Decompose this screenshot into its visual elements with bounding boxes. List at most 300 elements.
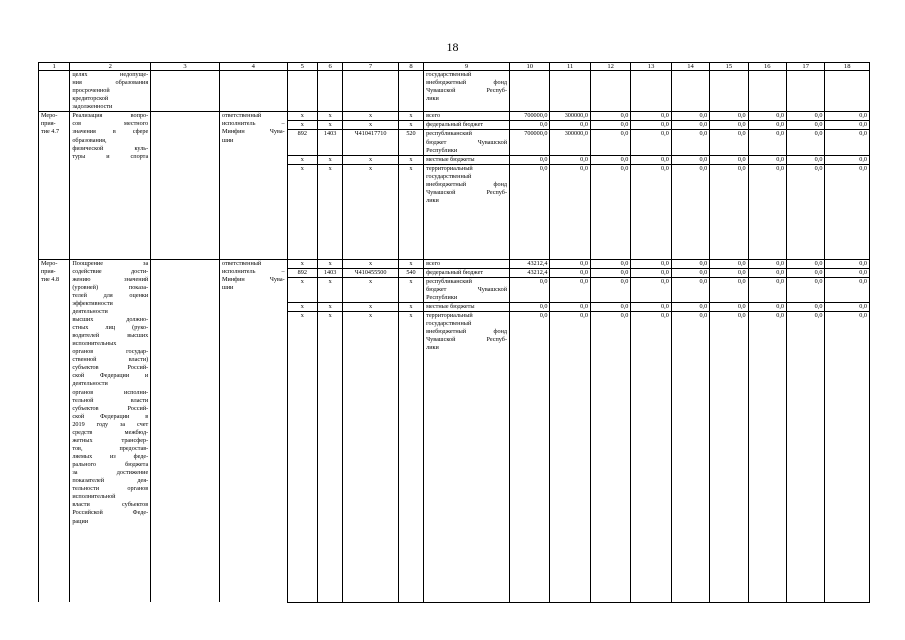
empty-cell: [631, 71, 671, 112]
empty-cell: [550, 352, 590, 602]
measure-name-line: целях недопуще-: [72, 71, 149, 78]
budget-code: x: [317, 311, 342, 352]
budget-code: x: [398, 155, 423, 164]
amount-cell: 0,0: [590, 112, 630, 121]
column-header: 7: [343, 63, 399, 71]
measure-label: [39, 259, 70, 602]
measure-label-line: Меро-: [41, 112, 58, 120]
amount-cell: 0,0: [631, 259, 671, 268]
measure-name-line: туры и спорта: [72, 152, 149, 160]
amount-cell: 0,0: [671, 302, 709, 311]
budget-code: x: [317, 155, 342, 164]
amount-cell: 0,0: [748, 130, 786, 155]
column-header: 8: [398, 63, 423, 71]
amount-cell: 0,0: [590, 259, 630, 268]
empty-cell: [710, 352, 748, 602]
amount-cell: 0,0: [510, 164, 550, 205]
budget-code: x: [343, 164, 399, 205]
budget-code: 892: [287, 130, 317, 155]
amount-cell: 0,0: [671, 259, 709, 268]
funding-source: [424, 302, 510, 311]
empty-cell: [287, 71, 317, 112]
column-header: 4: [219, 63, 287, 71]
executor-line: исполнитель –: [221, 267, 285, 275]
measure-name-line: ской Федерации и: [72, 372, 149, 380]
empty-cell: [398, 352, 423, 602]
amount-cell: 700000,0: [510, 112, 550, 121]
empty-cell: [510, 352, 550, 602]
empty-cell: [287, 205, 317, 259]
funding-source-line: республиканский: [426, 277, 472, 285]
budget-code: x: [317, 302, 342, 311]
budget-code: x: [287, 155, 317, 164]
empty-cell: [710, 205, 748, 259]
amount-cell: 0,0: [710, 311, 748, 352]
funding-source-line: лики: [426, 344, 439, 352]
funding-source-line: внебюджетный фонд: [426, 180, 508, 188]
executor-line: исполнитель –: [221, 120, 285, 128]
funding-source-line: федеральный бюджет: [426, 268, 484, 276]
budget-code: x: [343, 302, 399, 311]
budget-code: x: [398, 112, 423, 121]
funding-source-line: Республики: [426, 293, 458, 301]
measure-name-line: субъектов Россий-: [72, 364, 149, 372]
amount-cell: 0,0: [710, 155, 748, 164]
funding-source: [424, 155, 510, 164]
amount-cell: 0,0: [710, 130, 748, 155]
funding-source-line: внебюджетный фонд: [426, 79, 508, 87]
measure-name-line: водителей высших: [72, 332, 149, 340]
amount-cell: 0,0: [787, 155, 825, 164]
amount-cell: 0,0: [550, 259, 590, 268]
amount-cell: 0,0: [710, 112, 748, 121]
budget-code: 1403: [317, 130, 342, 155]
budget-code: x: [398, 302, 423, 311]
amount-cell: 0,0: [748, 155, 786, 164]
amount-cell: 0,0: [631, 277, 671, 302]
amount-cell: 0,0: [748, 164, 786, 205]
funding-source-line: лики: [426, 95, 439, 103]
measure-name-line: жению значений: [72, 275, 149, 283]
budget-code: x: [398, 277, 423, 302]
amount-cell: 0,0: [671, 155, 709, 164]
column-header: 15: [710, 63, 748, 71]
amount-cell: 0,0: [510, 277, 550, 302]
measure-name-line: стных лиц (руко-: [72, 324, 149, 331]
empty-cell: [424, 352, 510, 602]
empty-cell: [550, 71, 590, 112]
column-header: 9: [424, 63, 510, 71]
budget-code: x: [287, 259, 317, 268]
measure-name-line: (уровней) показа-: [72, 283, 149, 291]
funding-source: [424, 311, 510, 352]
executor-line: ответственный: [221, 259, 262, 267]
budget-code: x: [317, 259, 342, 268]
empty-cell: [748, 352, 786, 602]
amount-cell: 0,0: [671, 268, 709, 277]
measure-name-line: Реализация вопро-: [72, 112, 149, 120]
measure-name-line: органов государ-: [72, 348, 149, 356]
amount-cell: 0,0: [550, 164, 590, 205]
empty-cell: [343, 205, 399, 259]
empty-cell: [398, 205, 423, 259]
empty-cell: [151, 71, 220, 112]
budget-code: x: [398, 311, 423, 352]
column-header: 3: [151, 63, 220, 71]
amount-cell: 43212,4: [510, 268, 550, 277]
empty-cell: [219, 71, 287, 112]
measure-name-line: рации: [72, 517, 89, 525]
amount-cell: 0,0: [787, 259, 825, 268]
amount-cell: 0,0: [825, 268, 870, 277]
empty-cell: [424, 205, 510, 259]
budget-code: x: [287, 164, 317, 205]
empty-cell: [550, 205, 590, 259]
empty-cell: [317, 71, 342, 112]
measure-label: [39, 112, 70, 259]
amount-cell: 0,0: [748, 112, 786, 121]
budget-code: x: [343, 259, 399, 268]
column-header: 13: [631, 63, 671, 71]
measure-label-line: Меро-: [41, 259, 58, 267]
funding-source-line: территориальный: [426, 311, 473, 319]
funding-source-line: государственный: [426, 172, 472, 180]
amount-cell: 0,0: [825, 155, 870, 164]
measure-name-line: власти субъектов: [72, 501, 149, 509]
budget-code: x: [317, 277, 342, 302]
empty-cell: [631, 352, 671, 602]
empty-cell: [787, 352, 825, 602]
column-header: 6: [317, 63, 342, 71]
amount-cell: 0,0: [825, 311, 870, 352]
amount-cell: 0,0: [787, 268, 825, 277]
funding-source-line: государственный: [426, 71, 472, 78]
column-header: 16: [748, 63, 786, 71]
amount-cell: 0,0: [787, 130, 825, 155]
amount-cell: 0,0: [710, 277, 748, 302]
empty-cell: [151, 259, 220, 602]
amount-cell: 0,0: [590, 155, 630, 164]
empty-cell: [825, 205, 870, 259]
amount-cell: 0,0: [710, 121, 748, 130]
measure-name-line: исполнительных: [72, 340, 117, 348]
funding-source: [424, 130, 510, 155]
budget-code: x: [317, 121, 342, 130]
amount-cell: 0,0: [710, 302, 748, 311]
column-header: 2: [70, 63, 151, 71]
amount-cell: 0,0: [748, 302, 786, 311]
amount-cell: 0,0: [510, 155, 550, 164]
empty-cell: [748, 205, 786, 259]
amount-cell: 0,0: [787, 302, 825, 311]
amount-cell: 0,0: [631, 268, 671, 277]
measure-name-line: телей для оценки: [72, 291, 149, 299]
measure-name-line: высших должно-: [72, 315, 149, 323]
amount-cell: 0,0: [671, 164, 709, 205]
amount-cell: 0,0: [825, 259, 870, 268]
amount-cell: 0,0: [787, 121, 825, 130]
amount-cell: 0,0: [631, 164, 671, 205]
funding-source-line: Чувашской Респуб-: [426, 87, 508, 95]
measure-label-line: тие 4.8: [41, 275, 60, 283]
measure-name-line: тельности органов: [72, 485, 149, 493]
continuation-row: [39, 71, 870, 112]
budget-code: x: [287, 112, 317, 121]
measure-name-line: содействие дости-: [72, 267, 149, 275]
amount-cell: 0,0: [710, 259, 748, 268]
measure-name-line: органов исполни-: [72, 388, 149, 396]
funding-source: [424, 121, 510, 130]
amount-cell: 0,0: [550, 268, 590, 277]
page-number: 18: [446, 40, 459, 54]
amount-cell: 0,0: [825, 130, 870, 155]
budget-code: 520: [398, 130, 423, 155]
amount-cell: 0,0: [550, 311, 590, 352]
funding-source-line: внебюджетный фонд: [426, 328, 508, 335]
amount-cell: 0,0: [550, 121, 590, 130]
budget-code: x: [287, 277, 317, 302]
amount-cell: 0,0: [510, 121, 550, 130]
column-header: 1: [39, 63, 70, 71]
measure-name-line: сов местного: [72, 120, 149, 128]
measure-name-line: тов, предостав-: [72, 444, 149, 452]
empty-cell: [590, 71, 630, 112]
measure-name-line: кредиторской: [72, 95, 109, 103]
measure-name-line: просроченной: [72, 87, 110, 95]
empty-cell: [343, 352, 399, 602]
measure-name: [70, 71, 151, 112]
measure-name-line: физической куль-: [72, 144, 149, 152]
measure-label-line: прия-: [41, 120, 56, 128]
amount-cell: 0,0: [590, 130, 630, 155]
empty-cell: [317, 205, 342, 259]
amount-cell: 0,0: [787, 277, 825, 302]
table-row: [39, 259, 870, 268]
measure-name-line: ляемых из феде-: [72, 453, 149, 460]
budget-code: x: [343, 277, 399, 302]
amount-cell: 0,0: [510, 302, 550, 311]
budget-code: x: [287, 311, 317, 352]
amount-cell: 0,0: [748, 277, 786, 302]
empty-cell: [343, 71, 399, 112]
budget-code: Ч410417710: [343, 130, 399, 155]
funding-source: [424, 164, 510, 205]
funding-source-line: Республики: [426, 146, 458, 154]
funding-source-line: всего: [426, 259, 441, 267]
amount-cell: 0,0: [631, 112, 671, 121]
measure-name-line: средств межбюд-: [72, 428, 149, 436]
amount-cell: 0,0: [748, 121, 786, 130]
funding-source-line: Чувашской Респуб-: [426, 188, 508, 196]
budget-code: 892: [287, 268, 317, 277]
executor: [219, 112, 287, 259]
funding-source-line: бюджет Чувашской: [426, 285, 508, 293]
empty-cell: [510, 71, 550, 112]
measure-name-line: 2019 году за счет: [72, 420, 149, 428]
budget-code: x: [398, 259, 423, 268]
amount-cell: 0,0: [710, 268, 748, 277]
executor-line: шии: [221, 283, 234, 291]
funding-source: [424, 277, 510, 302]
amount-cell: 0,0: [510, 311, 550, 352]
amount-cell: 0,0: [671, 277, 709, 302]
empty-cell: [825, 71, 870, 112]
empty-cell: [398, 71, 423, 112]
budget-code: x: [343, 311, 399, 352]
executor: [219, 259, 287, 602]
empty-cell: [590, 352, 630, 602]
amount-cell: 0,0: [590, 277, 630, 302]
budget-code: x: [343, 121, 399, 130]
executor-line: Минфин Чува-: [221, 128, 285, 136]
empty-cell: [631, 205, 671, 259]
empty-cell: [748, 71, 786, 112]
amount-cell: 300000,0: [550, 130, 590, 155]
funding-source-line: Чувашской Респуб-: [426, 336, 508, 344]
funding-source: [424, 268, 510, 277]
funding-source: [424, 259, 510, 268]
amount-cell: 0,0: [825, 112, 870, 121]
column-header: 12: [590, 63, 630, 71]
empty-cell: [510, 205, 550, 259]
table-row: [39, 112, 870, 121]
budget-code: x: [287, 121, 317, 130]
empty-cell: [825, 352, 870, 602]
budget-code: x: [343, 112, 399, 121]
budget-code: x: [398, 164, 423, 205]
amount-cell: 0,0: [631, 302, 671, 311]
budget-code: Ч410455500: [343, 268, 399, 277]
amount-cell: 0,0: [825, 277, 870, 302]
funding-source-line: федеральный бюджет: [426, 121, 484, 129]
measure-name-line: тельной власти: [72, 396, 149, 404]
measure-label: [39, 71, 70, 112]
column-header: 5: [287, 63, 317, 71]
budget-code: x: [317, 112, 342, 121]
measure-name-line: жетных трансфер-: [72, 436, 149, 444]
measure-label-line: тие 4.7: [41, 128, 60, 136]
funding-source-line: лики: [426, 196, 439, 204]
measure-name-line: деятельности: [72, 307, 108, 315]
measure-name-line: ния образования: [72, 79, 149, 87]
amount-cell: 700000,0: [510, 130, 550, 155]
executor-line: шии: [221, 136, 234, 144]
measure-name-line: показателей дея-: [72, 477, 149, 485]
amount-cell: 0,0: [631, 130, 671, 155]
measure-name-line: эффективности: [72, 299, 113, 307]
amount-cell: 0,0: [710, 164, 748, 205]
column-header: 17: [787, 63, 825, 71]
funding-source-line: республиканский: [426, 130, 472, 138]
column-header: 14: [671, 63, 709, 71]
amount-cell: 0,0: [590, 268, 630, 277]
measure-name-line: за достижение: [72, 469, 149, 477]
amount-cell: 0,0: [787, 311, 825, 352]
amount-cell: 0,0: [590, 311, 630, 352]
amount-cell: 0,0: [671, 130, 709, 155]
column-header: 18: [825, 63, 870, 71]
amount-cell: 0,0: [671, 311, 709, 352]
funding-source-line: бюджет Чувашской: [426, 138, 508, 146]
budget-code: 1403: [317, 268, 342, 277]
measure-name-line: ственной власти): [72, 356, 149, 364]
empty-cell: [317, 352, 342, 602]
empty-cell: [671, 352, 709, 602]
amount-cell: 0,0: [550, 155, 590, 164]
amount-cell: 0,0: [748, 259, 786, 268]
empty-cell: [710, 71, 748, 112]
amount-cell: 0,0: [671, 112, 709, 121]
funding-source-line: местные бюджеты: [426, 155, 475, 163]
amount-cell: 0,0: [671, 121, 709, 130]
measure-name-line: значения в сфере: [72, 128, 149, 136]
budget-code: 540: [398, 268, 423, 277]
amount-cell: 0,0: [631, 155, 671, 164]
empty-cell: [787, 71, 825, 112]
amount-cell: 300000,0: [550, 112, 590, 121]
empty-cell: [590, 205, 630, 259]
amount-cell: 43212,4: [510, 259, 550, 268]
measure-name-line: задолженности: [72, 103, 113, 111]
budget-code: x: [398, 121, 423, 130]
amount-cell: 0,0: [590, 121, 630, 130]
amount-cell: 0,0: [787, 164, 825, 205]
budget-table: [38, 62, 870, 603]
amount-cell: 0,0: [590, 302, 630, 311]
amount-cell: 0,0: [748, 311, 786, 352]
amount-cell: 0,0: [550, 277, 590, 302]
measure-name-line: образования,: [72, 136, 107, 144]
budget-code: x: [317, 164, 342, 205]
empty-cell: [671, 205, 709, 259]
measure-name-line: субъектов Россий-: [72, 404, 149, 412]
header-row: [39, 63, 870, 71]
budget-code: x: [287, 302, 317, 311]
empty-cell: [671, 71, 709, 112]
amount-cell: 0,0: [825, 302, 870, 311]
funding-source: [424, 112, 510, 121]
measure-name-line: Российской Феде-: [72, 509, 149, 517]
amount-cell: 0,0: [631, 121, 671, 130]
column-header: 10: [510, 63, 550, 71]
budget-code: x: [343, 155, 399, 164]
measure-name-line: Поощрение за: [72, 259, 149, 267]
empty-cell: [151, 112, 220, 259]
amount-cell: 0,0: [748, 268, 786, 277]
measure-name-line: ской Федерации в: [72, 412, 149, 420]
empty-cell: [787, 205, 825, 259]
funding-source-line: территориальный: [426, 164, 473, 172]
empty-cell: [287, 352, 317, 602]
funding-source-line: государственный: [426, 319, 472, 327]
amount-cell: 0,0: [590, 164, 630, 205]
measure-name-line: рального бюджета: [72, 461, 149, 469]
measure-name: [70, 259, 151, 602]
amount-cell: 0,0: [550, 302, 590, 311]
amount-cell: 0,0: [631, 311, 671, 352]
funding-source-line: всего: [426, 112, 441, 120]
executor-line: Минфин Чува-: [221, 275, 285, 283]
funding-source: [424, 71, 510, 112]
funding-source-line: местные бюджеты: [426, 302, 475, 310]
measure-name: [70, 112, 151, 259]
amount-cell: 0,0: [825, 121, 870, 130]
measure-name-line: исполнительной: [72, 493, 116, 501]
amount-cell: 0,0: [787, 112, 825, 121]
column-header: 11: [550, 63, 590, 71]
measure-name-line: деятельности: [72, 380, 108, 388]
measure-label-line: прия-: [41, 267, 56, 275]
